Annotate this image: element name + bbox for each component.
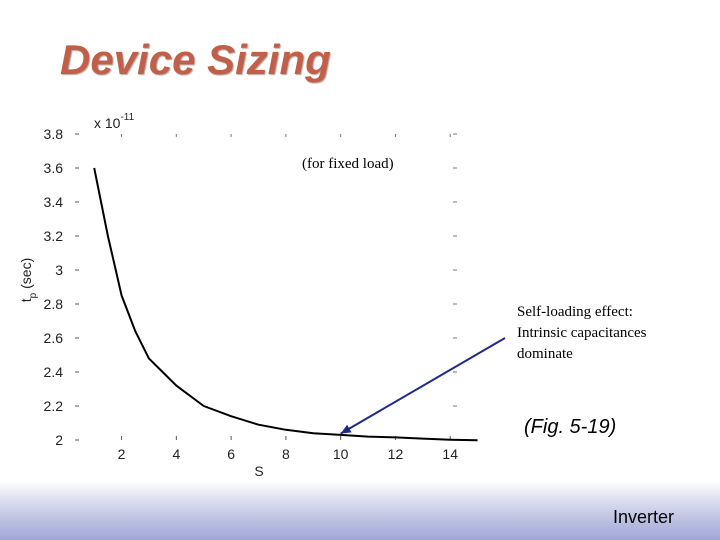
x-tick-label: 4 xyxy=(172,446,181,462)
y-tick-label: 2.8 xyxy=(43,296,63,312)
x-tick-label: 6 xyxy=(227,446,236,462)
arrow-line xyxy=(341,338,505,434)
x-tick-label: 2 xyxy=(117,446,126,462)
y-axis-label: $t_p$ (sec) xyxy=(18,257,39,303)
x-axis-label: S xyxy=(254,463,264,479)
footer-bar xyxy=(0,482,720,540)
y-tick-label: 2.6 xyxy=(43,330,63,346)
chart-series xyxy=(94,168,477,440)
x-tick-label: 14 xyxy=(442,446,459,462)
y-multiplier: x $10^{-11}$ xyxy=(94,112,135,131)
x-tick-label: 12 xyxy=(387,446,404,462)
x-tick-label: 10 xyxy=(332,446,349,462)
y-tick-label: 2.2 xyxy=(43,398,63,414)
y-tick-label: 3 xyxy=(55,262,63,278)
self-loading-line-2: Intrinsic capacitances xyxy=(517,325,647,341)
x-tick-label: 8 xyxy=(281,446,290,462)
y-tick-label: 3.6 xyxy=(43,160,63,176)
fixed-load-note: (for fixed load) xyxy=(302,156,394,172)
slide-title: Device Sizing xyxy=(60,36,331,83)
y-tick-label: 3.8 xyxy=(43,126,63,142)
series-line xyxy=(94,168,477,440)
y-tick-label: 3.2 xyxy=(43,228,63,244)
figure-reference: (Fig. 5-19) xyxy=(524,416,617,438)
annotation-arrow xyxy=(341,338,505,434)
self-loading-line-3: dominate xyxy=(517,346,573,362)
y-tick-label: 2 xyxy=(55,432,63,448)
self-loading-line-1: Self-loading effect: xyxy=(517,304,633,320)
footer-label: Inverter xyxy=(612,507,674,527)
y-tick-label: 2.4 xyxy=(43,364,63,380)
y-tick-label: 3.4 xyxy=(43,194,63,210)
self-loading-note xyxy=(517,302,717,365)
